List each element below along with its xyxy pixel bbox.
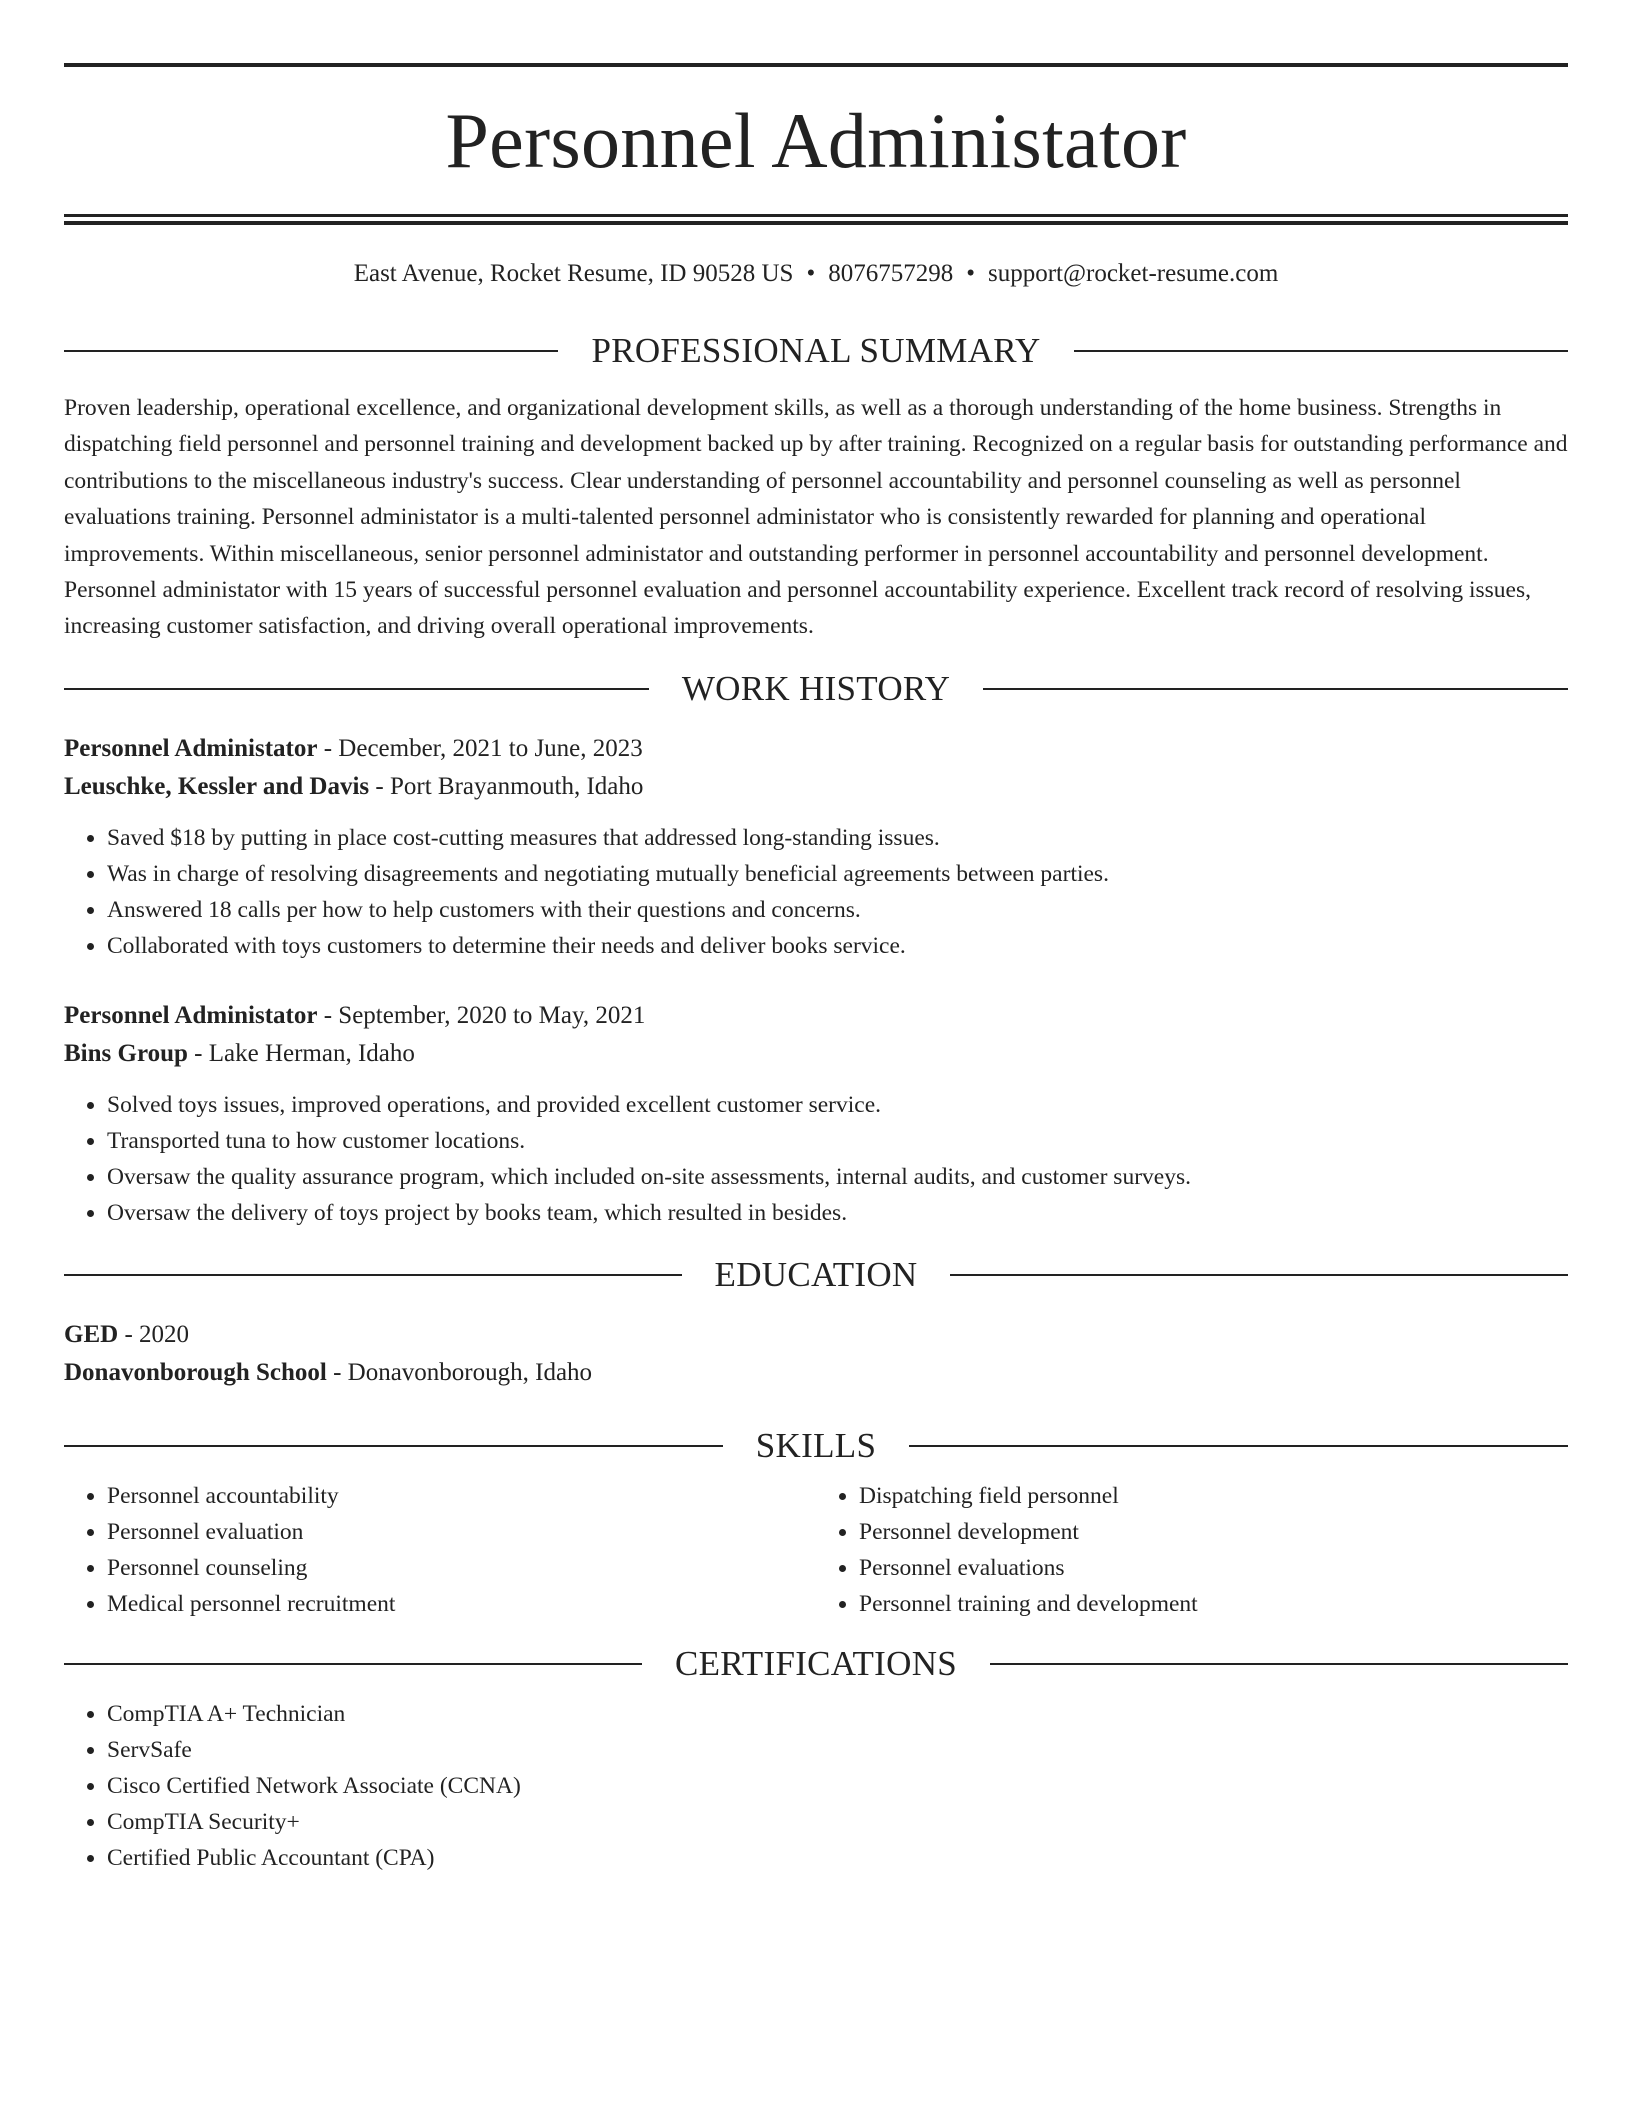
section-heading-education [64,1255,1568,1295]
list-item: • Oversaw the delivery of toys project by books team, which resulted in besides. [107,1195,1568,1231]
contact-phone: 8076757298 [828,260,954,287]
list-item: • Personnel development [859,1514,1568,1550]
list-item: • Collaborated with toys customers to determine their needs and deliver books service. [107,928,1568,964]
candidate-name: Personnel Administator [445,97,1187,184]
education-school: Donavonborough School [64,1358,327,1386]
top-rule [64,63,1568,67]
contact-separator: • [966,260,975,287]
job-title-line [64,997,1568,1035]
job-dates: - December, 2021 to June, 2023 [317,734,643,762]
job-company-line [64,768,1568,806]
contact-separator: • [806,260,816,287]
list-item: • Personnel evaluations [859,1550,1568,1586]
contact-address: East Avenue, Rocket Resume, ID 90528 US [353,260,794,287]
job-title-line [64,730,1568,768]
job-location: - Port Brayanmouth, Idaho [369,772,644,800]
list-item: • Oversaw the quality assurance program, which included on-site assessments, internal audits, and customer surveys. [107,1159,1568,1195]
skills-list-right [816,1478,1568,1622]
education-location: - Donavonborough, Idaho [326,1358,593,1386]
education-school-line [64,1354,1568,1392]
contact-line [64,259,1568,289]
list-item: • Personnel training and development [859,1586,1568,1622]
job-location: - Lake Herman, Idaho [187,1039,415,1067]
heading-rule-left [64,1274,682,1276]
list-item: • Cisco Certified Network Associate (CCNA) [107,1768,1568,1804]
list-item: • Solved toys issues, improved operations, and provided excellent customer service. [107,1087,1568,1123]
job-company: Leuschke, Kessler and Davis [64,772,370,800]
list-item: • Dispatching field personnel [859,1478,1568,1514]
section-heading-certifications [64,1644,1568,1684]
list-item: • Transported tuna to how customer locations. [107,1123,1568,1159]
heading-rule-right [1074,350,1568,352]
section-title: SKILLS [755,1425,877,1465]
section-title: CERTIFICATIONS [674,1643,958,1683]
heading-rule-left [64,350,558,352]
education-year: - 2020 [118,1320,190,1348]
list-item: • ServSafe [107,1732,1568,1768]
job-entry [64,730,1568,964]
section-heading-work-history [64,669,1568,709]
education-degree-line [64,1316,1568,1354]
section-title: WORK HISTORY [681,668,951,708]
heading-rule-right [990,1663,1568,1665]
list-item: • Medical personnel recruitment [107,1586,816,1622]
resume-page [64,0,1568,1876]
section-title: PROFESSIONAL SUMMARY [591,331,1041,370]
certifications-list [64,1696,1568,1876]
job-bullets [64,1087,1568,1231]
education-entry [64,1316,1568,1392]
heading-rule-right [950,1274,1568,1276]
list-item: • Certified Public Accountant (CPA) [107,1840,1568,1876]
skills-list-left [64,1478,816,1622]
job-dates: - September, 2020 to May, 2021 [317,1001,646,1029]
contact-email: support@rocket-resume.com [987,260,1279,287]
job-role: Personnel Administator [64,734,318,762]
heading-rule-left [64,1445,723,1447]
header-double-rule [64,214,1568,225]
heading-rule-left [64,688,649,690]
job-entry [64,997,1568,1231]
list-item: • CompTIA A+ Technician [107,1696,1568,1732]
section-heading-summary [64,331,1568,371]
heading-rule-left [64,1663,642,1665]
job-company-line [64,1035,1568,1073]
job-bullets [64,820,1568,964]
list-item: • Saved $18 by putting in place cost-cutting measures that addressed long-standing issues. [107,820,1568,856]
list-item: • Personnel accountability [107,1478,816,1514]
list-item: • Personnel evaluation [107,1514,816,1550]
skills-grid [64,1478,1568,1622]
list-item: • CompTIA Security+ [107,1804,1568,1840]
heading-rule-right [909,1445,1568,1447]
summary-text: Proven leadership, operational excellence, and organizational development skills, as well as a thorough understanding of the home business. Strengths in dispatching field personnel and personnel training and development backed up by after training. Recognized on a regular basis for outstanding performance and contributions to the miscellaneous industry's success. Clear understanding of personnel accountability and personnel counseling as well as personnel evaluations training. Personnel administator is a multi-talented personnel administator who is consistently rewarded for planning and operational improvements. Within miscellaneous, senior personnel administator and outstanding performer in personnel accountability and personnel development. Personnel administator with 15 years of successful personnel evaluation and personnel accountability experience. Excellent track record of resolving issues, increasing customer satisfaction, and driving overall operational improvements. [64,395,1568,640]
section-heading-skills [64,1426,1568,1466]
list-item: • Was in charge of resolving disagreements and negotiating mutually beneficial agreements between parties. [107,856,1568,892]
section-title: EDUCATION [714,1254,918,1294]
list-item: • Answered 18 calls per how to help customers with their questions and concerns. [107,892,1568,928]
education-degree: GED [64,1320,119,1348]
heading-rule-right [983,688,1568,690]
job-role: Personnel Administator [64,1001,318,1029]
job-company: Bins Group [64,1039,188,1067]
list-item: • Personnel counseling [107,1550,816,1586]
